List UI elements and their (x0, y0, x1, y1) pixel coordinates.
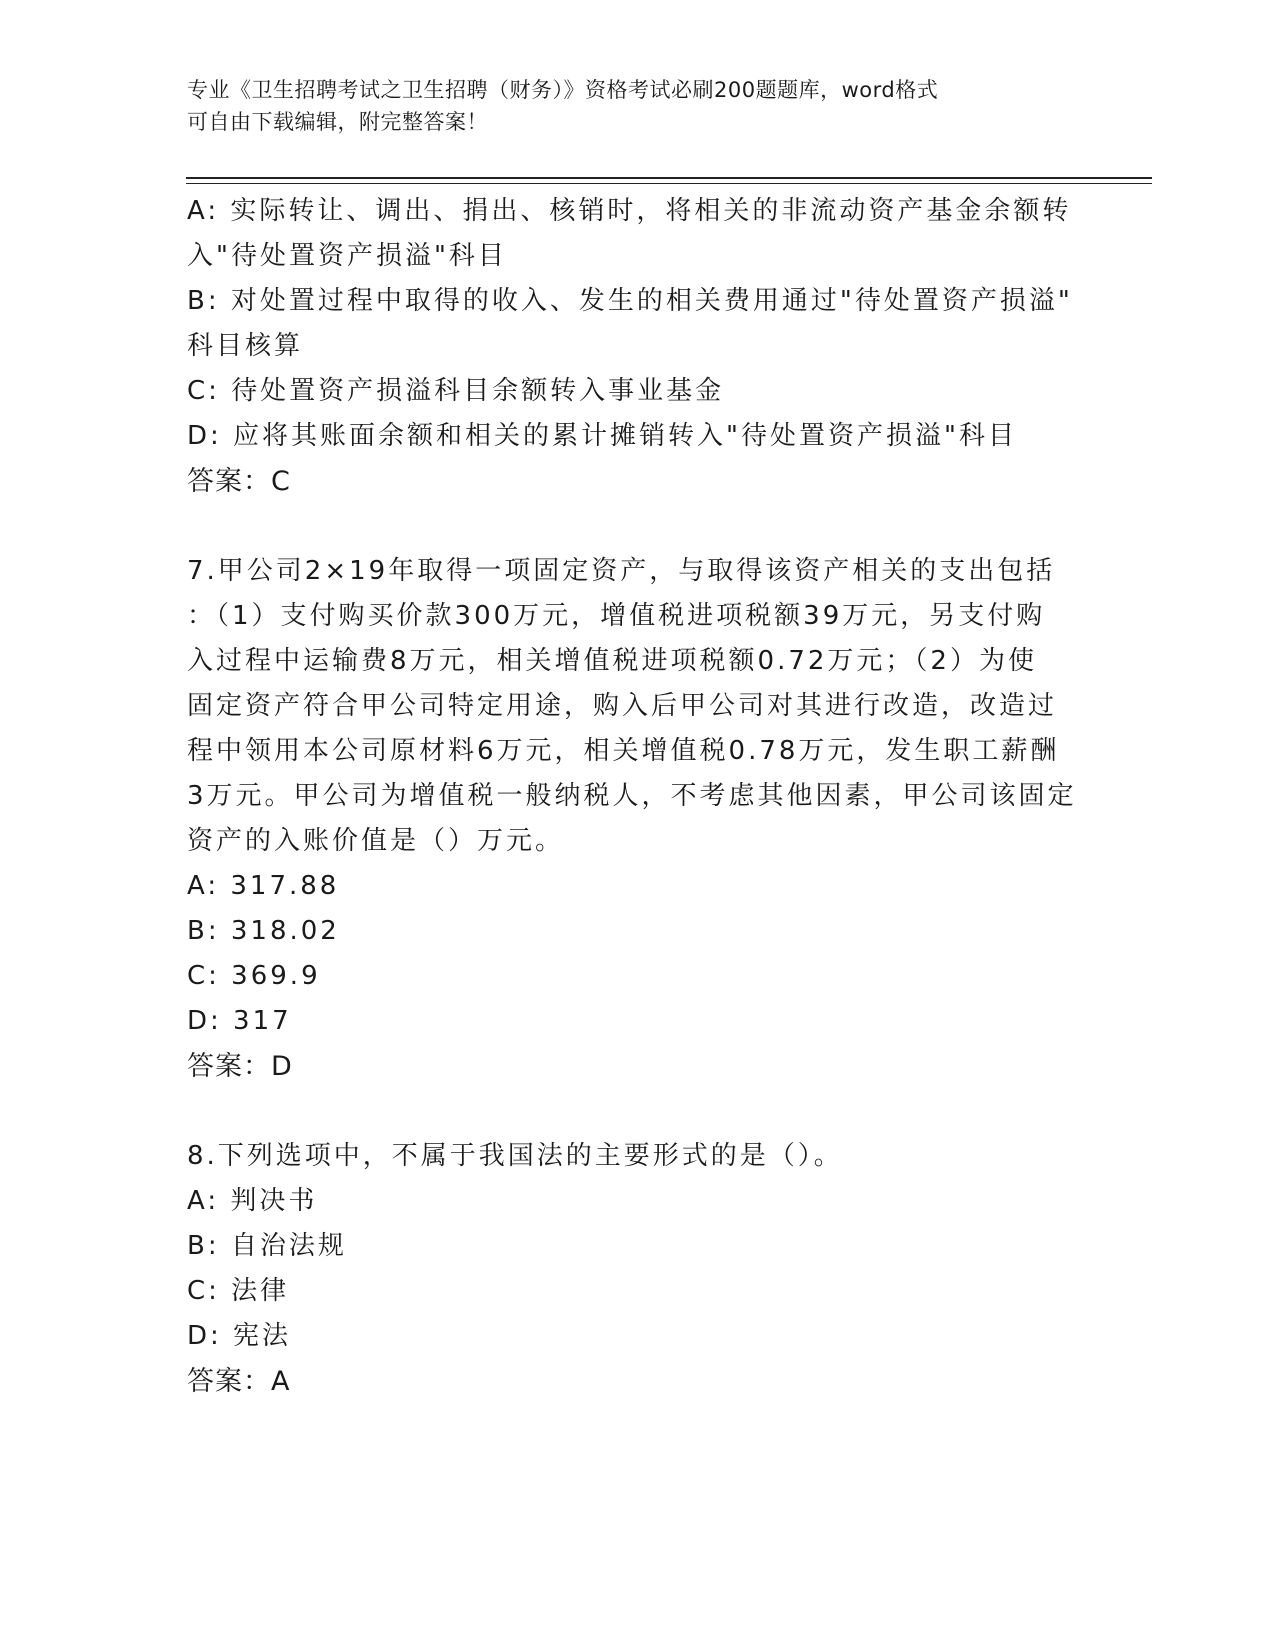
q7-stem-line: 固定资产符合甲公司特定用途，购入后甲公司对其进行改造，改造过 (187, 691, 1058, 721)
q7-stem-line: ：（1）支付购买价款300万元，增值税进项税额39万元，另支付购 (187, 601, 1046, 631)
q6-option-b-line-2: 科目核算 (187, 331, 304, 361)
q6-option-c: C: 待处置资产损溢科目余额转入事业基金 (187, 376, 725, 406)
document-header (187, 74, 1067, 138)
q7-stem-line: 7.甲公司2×19年取得一项固定资产，与取得该资产相关的支出包括 (187, 556, 1056, 586)
q7-option-a: A: 317.88 (187, 871, 340, 901)
question-6-block (187, 189, 1087, 504)
q8-answer: 答案：A (187, 1366, 291, 1397)
q6-option-a-line-1: A: 实际转让、调出、捐出、核销时，将相关的非流动资产基金余额转 (187, 196, 1072, 226)
header-divider-thick (186, 177, 1152, 179)
q6-option-b-line-1: B: 对处置过程中取得的收入、发生的相关费用通过"待处置资产损溢" (187, 286, 1073, 316)
header-line-2: 可自由下载编辑，附完整答案！ (187, 110, 488, 134)
q7-stem-line: 程中领用本公司原材料6万元，相关增值税0.78万元，发生职工薪酬 (187, 736, 1060, 766)
question-content (187, 189, 1087, 1404)
question-7-block (187, 549, 1087, 1089)
q6-answer: 答案：C (187, 466, 291, 497)
q6-option-d: D: 应将其账面余额和相关的累计摊销转入"待处置资产损溢"科目 (187, 421, 1017, 451)
q7-stem-line: 资产的入账价值是（）万元。 (187, 826, 565, 856)
header-divider-thin (186, 183, 1152, 184)
q7-option-b: B: 318.02 (187, 916, 340, 946)
spacer (187, 504, 1087, 549)
q8-option-a: A: 判决书 (187, 1186, 318, 1216)
spacer (187, 1089, 1087, 1134)
q7-answer: 答案：D (187, 1051, 293, 1082)
q8-option-d: D: 宪法 (187, 1321, 292, 1351)
q8-option-b: B: 自治法规 (187, 1231, 347, 1261)
q6-option-a-line-2: 入"待处置资产损溢"科目 (187, 241, 507, 271)
q7-stem-line: 3万元。甲公司为增值税一般纳税人，不考虑其他因素，甲公司该固定 (187, 781, 1077, 811)
question-8-block (187, 1134, 1087, 1404)
q7-option-d: D: 317 (187, 1006, 292, 1036)
q8-option-c: C: 法律 (187, 1276, 290, 1306)
q8-stem: 8.下列选项中，不属于我国法的主要形式的是（）。 (187, 1141, 843, 1171)
q7-stem-line: 入过程中运输费8万元，相关增值税进项税额0.72万元；（2）为使 (187, 646, 1037, 676)
q7-option-c: C: 369.9 (187, 961, 321, 991)
header-line-1: 专业《卫生招聘考试之卫生招聘（财务）》资格考试必刷200题题库，word格式 (187, 78, 939, 102)
